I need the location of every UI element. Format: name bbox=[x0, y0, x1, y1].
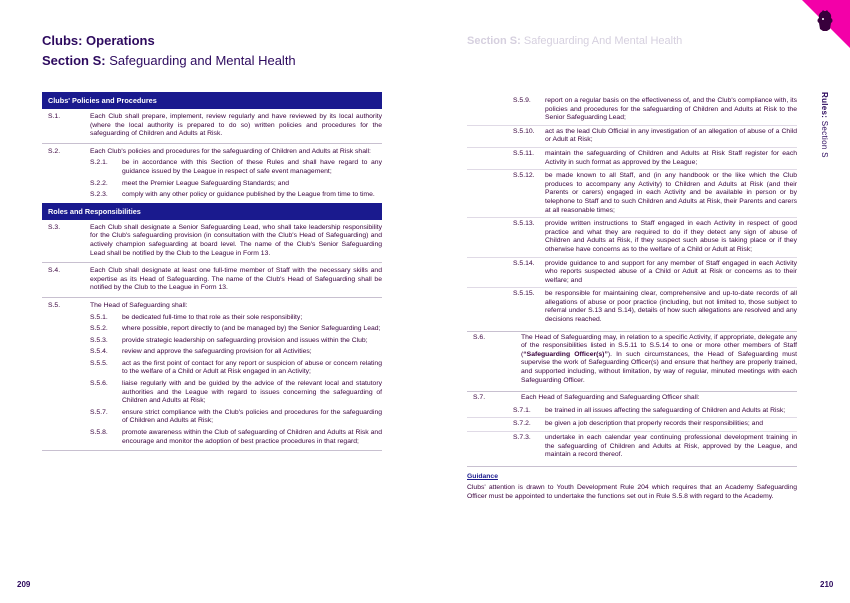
rule-s2: S.2. Each Club's policies and procedures for the safeguarding of Children and Adults at Risk shall: bbox=[48, 147, 371, 155]
section-bar-roles: Roles and Responsibilities bbox=[42, 203, 382, 220]
left-column bbox=[42, 92, 382, 451]
rule-s2-3: S.2.3. comply with any other policy or guidance published by the League from time to time. bbox=[90, 191, 375, 199]
rule-s5-14: S.5.14. provide guidance to and support for any member of Staff engaged in each Activity who reports suspected abuse of a Child or Adult at Risk or concerns as to their welfare; and bbox=[467, 258, 797, 289]
rule-s5-1: S.5.1. be dedicated full-time to that role as their sole responsibility; bbox=[90, 313, 303, 321]
rule-s5-5: S.5.5. act as the first point of contact for any report or suspicion of abuse or concern relating to the welfare of a Child or Adult at Risk engaged in an Activity; bbox=[90, 359, 382, 376]
rule-s7-1: S.7.1. be trained in all issues affecting the safeguarding of Children and Adults at Risk; bbox=[467, 405, 797, 419]
section-bar-policies: Clubs' Policies and Procedures bbox=[42, 92, 382, 109]
page-header bbox=[42, 33, 296, 68]
rule-s2-2: S.2.2. meet the Premier League Safeguarding Standards; and bbox=[90, 179, 290, 187]
rule-s4: S.4. Each Club shall designate at least one full-time member of Staff with the necessary skills and expertise as its Head of Safeguarding. The name of the Club's Head of Safeguarding shall be notified by the Club to the League in Form 13. bbox=[48, 267, 382, 292]
section-side-tab: Rules: Section S bbox=[820, 92, 829, 158]
rule-s5-8: S.5.8. promote awareness within the Club of safeguarding of Children and Adults at Risk and encourage and monitor the adoption of best practice procedures in that regard; bbox=[90, 429, 382, 445]
rule-s7-2: S.7.2. be given a job description that properly records their responsibilities; and bbox=[467, 418, 797, 432]
rule-s6: S.6. The Head of Safeguarding may, in relation to a specific Activity, if appropriate, delegate any of the responsibilities listed in S.5.11 to S.5.14 to one or more other members of Staff (“Safeguarding Officer(s)”). In such circumstances, the Head of Safeguarding must supervise the work of Safeguarding Officer(s) and ensure that he/they are properly trained, and supported including, without limitation, by way of regular, minuted meetings with each Safeguarding Officer. bbox=[473, 333, 797, 384]
right-column bbox=[467, 95, 797, 502]
premier-league-lion-logo bbox=[815, 9, 835, 33]
page-number-right: 210 bbox=[820, 580, 834, 589]
rule-s3: S.3. Each Club shall designate a Senior Safeguarding Lead, who shall take leadership responsibility for the Club's safeguarding provision (in consultation with the Club's Head of Safeguarding) and actively champion safeguarding at board level. The name of the Club's Senior Safeguarding Lead shall be notified by the Club to the League in Form 13. bbox=[48, 223, 382, 257]
rule-s1: S.1. Each Club shall prepare, implement, review regularly and have reviewed by its local authority (where the local authority is prepared to do so) written policies and procedures for the safeguarding of Children and Adults at Risk. bbox=[48, 113, 382, 138]
rule-s5: S.5. The Head of Safeguarding shall: bbox=[48, 301, 188, 309]
page-number-left: 209 bbox=[17, 580, 31, 589]
rule-s5-10: S.5.10. act as the lead Club Official in any investigation of an allegation of abuse of a Child or Adult at Risk; bbox=[467, 126, 797, 148]
guidance-text: Clubs' attention is drawn to Youth Development Rule 204 which requires that an Academy Safeguarding Officer must be appointed to undertake the functions set out in Rule S.5.8 with regard to the Academy. bbox=[467, 484, 797, 500]
rule-s7-3: S.7.3. undertake in each calendar year continuing professional development training in the safeguarding of Children and Adults at Risk, approved by the League, and maintain a record thereof. bbox=[513, 434, 797, 459]
rule-s5-2: S.5.2. where possible, report directly to (and be managed by) the Senior Safeguarding Lead; bbox=[90, 325, 381, 333]
guidance-heading: Guidance bbox=[467, 472, 498, 480]
running-header: Section S: Safeguarding And Mental Health bbox=[467, 35, 683, 47]
rule-s5-7: S.5.7. ensure strict compliance with the Club's policies and procedures for the safeguarding of Children and Adults at Risk; bbox=[90, 408, 382, 425]
section-title: Section S: Safeguarding and Mental Health bbox=[42, 53, 296, 68]
rule-s2-1: S.2.1. be in accordance with this Section of these Rules and shall have regard to any guidance issued by the League in respect of safe event management; bbox=[90, 159, 382, 175]
rule-s5-13: S.5.13. provide written instructions to Staff engaged in each Activity in respect of good practice and what they are required to do if they detect any sign of abuse of Children and Adults at Risk, if they suspect such abuse is taking place or if they otherwise have concerns as to the welfare of a Child or Adult at Risk; bbox=[467, 218, 797, 257]
rule-s5-15: S.5.15. be responsible for maintaining clear, comprehensive and up-to-date records of all allegations of abuse or poor practice (including, but not limited to, those subject to referral under S.13 and S.14), details of how such allegations are resolved and any decisions reached. bbox=[513, 290, 797, 324]
rule-s5-4: S.5.4. review and approve the safeguarding provision for all Activities; bbox=[90, 348, 312, 356]
rule-s5-3: S.5.3. provide strategic leadership on safeguarding provision and issues within the Club; bbox=[90, 336, 368, 344]
rule-s5-6: S.5.6. liaise regularly with and be guided by the advice of the relevant local and statutory authorities and the League with regard to issues concerning the safeguarding of Children and Adults at Risk; bbox=[90, 380, 382, 405]
rule-s5-11: S.5.11. maintain the safeguarding of Children and Adults at Risk Staff register for each Activity in such format as approved by the League; bbox=[467, 148, 797, 170]
rule-s5-9: S.5.9. report on a regular basis on the effectiveness of, and the Club's compliance with, its policies and procedures for the safeguarding of Children and Adults at Risk to the Senior Safeguarding Lead; bbox=[467, 95, 797, 126]
rule-s7: S.7. Each Head of Safeguarding and Safeguarding Officer shall: bbox=[473, 394, 700, 402]
rule-s5-12: S.5.12. be made known to all Staff, and (in any handbook or the like which the Club produces to accompany any Activity) to Children and Adults at Risk (and their Parents or carers) engaged in each Activity and be available in person or by telephone to Staff and to such Children and Adults at Risk, their Parents and carers at all reasonable times; bbox=[467, 170, 797, 218]
document-title: Clubs: Operations bbox=[42, 33, 155, 48]
